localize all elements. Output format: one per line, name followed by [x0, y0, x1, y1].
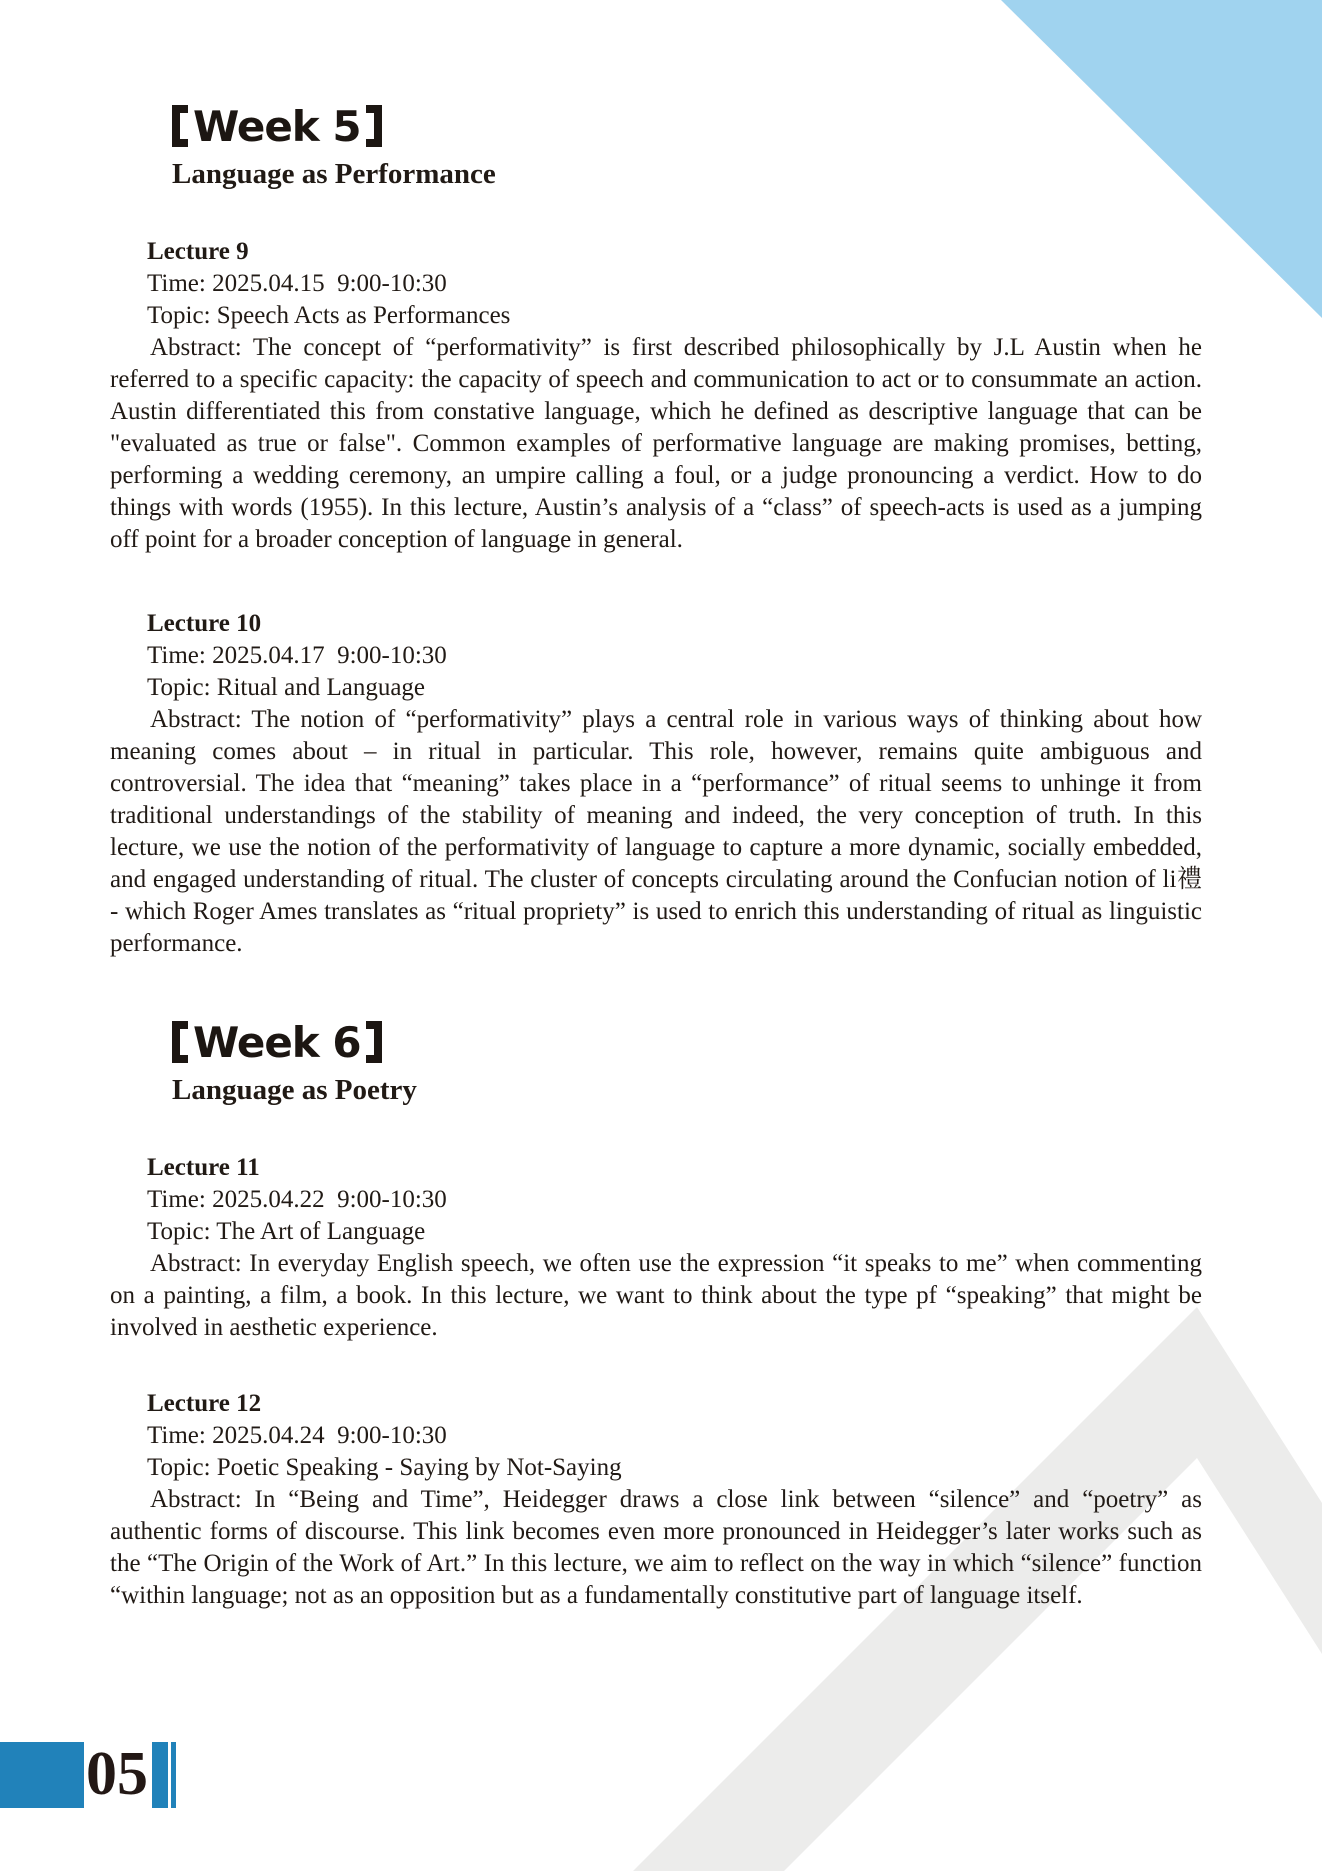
lenticular-bracket-right-icon [366, 105, 382, 147]
footer-left-block-decoration [0, 1742, 84, 1808]
lecture-block-10 [110, 608, 1202, 960]
lecture-block-11 [110, 1152, 1202, 1344]
lecture-time: Time: 2025.04.17 9:00-10:30 [147, 642, 447, 669]
lecture-time: Time: 2025.04.15 9:00-10:30 [147, 270, 447, 297]
lecture-title: Lecture 10 [147, 610, 262, 637]
footer-thinline-decoration [171, 1742, 176, 1808]
week-heading [172, 104, 1202, 150]
page-number: 05 [86, 1740, 148, 1808]
lecture-abstract: Abstract: In “Being and Time”, Heidegger draws a close link between “silence” and “poetry” as authentic forms of discourse. This link becomes even more pronounced in Heidegger’s later works such as the “The Origin of the Work of Art.” In this lecture, we aim to reflect on the way in which “silence” function “within language; not as an opposition but as a fundamentally constitutive part of language itself. [110, 1486, 1202, 1609]
lecture-title: Lecture 11 [147, 1154, 260, 1181]
lenticular-bracket-left-icon [172, 105, 188, 147]
week-heading-label: Week 6 [193, 1018, 361, 1067]
lecture-time: Time: 2025.04.24 9:00-10:30 [147, 1422, 447, 1449]
week-heading-label: Week 5 [193, 102, 361, 151]
lecture-topic: Topic: Ritual and Language [147, 674, 426, 701]
lecture-title: Lecture 12 [147, 1390, 262, 1417]
lecture-title: Lecture 9 [147, 238, 249, 265]
lecture-abstract: Abstract: The concept of “performativity” is first described philosophically by J.L Austin when he referred to a specific capacity: the capacity of speech and communication to act or to consummate an action. Austin differentiated this from constative language, which he defined as descriptive language that can be "evaluated as true or false". Common examples of performative language are making promises, betting, performing a wedding ceremony, an umpire calling a foul, or a judge pronouncing a verdict. How to do things with words (1955). In this lecture, Austin’s analysis of a “class” of speech-acts is used as a jumping off point for a broader conception of language in general. [110, 334, 1202, 553]
footer-bar-decoration [152, 1742, 168, 1808]
lenticular-bracket-right-icon [366, 1021, 382, 1063]
lecture-topic: Topic: Poetic Speaking - Saying by Not-Saying [147, 1454, 622, 1481]
page-content [110, 0, 1202, 1612]
lecture-topic: Topic: Speech Acts as Performances [147, 302, 511, 329]
lecture-topic: Topic: The Art of Language [147, 1218, 426, 1245]
week-subtitle: Language as Performance [172, 158, 496, 190]
week-subtitle: Language as Poetry [172, 1074, 417, 1106]
lecture-block-12 [110, 1388, 1202, 1612]
week-section-5 [110, 104, 1202, 960]
lenticular-bracket-left-icon [172, 1021, 188, 1063]
week-section-6 [110, 1020, 1202, 1612]
lecture-abstract: Abstract: In everyday English speech, we often use the expression “it speaks to me” when commenting on a painting, a film, a book. In this lecture, we want to think about the type pf “speaking” that might be involved in aesthetic experience. [110, 1250, 1202, 1341]
lecture-abstract: Abstract: The notion of “performativity” plays a central role in various ways of thinking about how meaning comes about – in ritual in particular. This role, however, remains quite ambiguous and controversial. The idea that “meaning” takes place in a “performance” of ritual seems to unhinge it from traditional understandings of the stability of meaning and indeed, the very conception of truth. In this lecture, we use the notion of the performativity of language to capture a more dynamic, socially embedded, and engaged understanding of ritual. The cluster of concepts circulating around the Confucian notion of li禮 - which Roger Ames translates as “ritual propriety” is used to enrich this understanding of ritual as linguistic performance. [110, 706, 1202, 957]
lecture-time: Time: 2025.04.22 9:00-10:30 [147, 1186, 447, 1213]
lecture-block-9 [110, 236, 1202, 556]
week-heading [172, 1020, 1202, 1066]
